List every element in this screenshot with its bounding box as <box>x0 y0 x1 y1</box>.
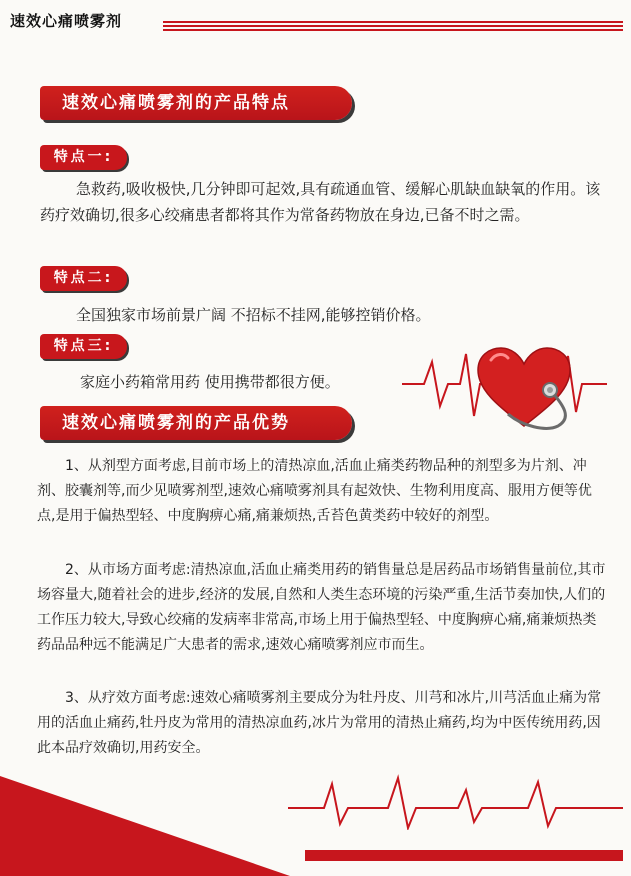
feature-text-2: 全国独家市场前景广阔 不招标不挂网,能够控销价格。 <box>76 306 431 324</box>
feature-tag-1: 特点一: <box>40 145 127 170</box>
advantage-paragraph-2: 2、从市场方面考虑:清热凉血,活血止痛类用药的销售量总是居药品市场销售量前位,其市场容量大,随着社会的进步,经济的发展,自然和人类生态环境的污染严重,生活节奏加快,人们的工作压力较大,导致心绞痛的发病率非常高,市场上用于偏热型轻、中度胸痹心痛,痛兼烦热类药品品种远不能满足广大患者的需求,速效心痛喷雾剂应市而生。 <box>37 562 606 653</box>
heart-stethoscope-icon <box>402 334 607 434</box>
feature-text-3: 家庭小药箱常用药 使用携带都很方便。 <box>80 373 340 391</box>
page-header-title: 速效心痛喷雾剂 <box>10 12 123 30</box>
bottom-bar <box>305 850 623 861</box>
advantage-paragraph-3: 3、从疗效方面考虑:速效心痛喷雾剂主要成分为牡丹皮、川芎和冰片,川芎活血止痛为常用的活血止痛药,牡丹皮为常用的清热凉血药,冰片为常用的清热止痛药,均为中医传统用药,因此本品疗效确切,用药安全。 <box>37 690 602 756</box>
advantage-paragraph-1: 1、从剂型方面考虑,目前市场上的清热凉血,活血止痛类药物品种的剂型多为片剂、冲剂、胶囊剂等,而少见喷雾剂型,速效心痛喷雾剂具有起效快、生物利用度高、服用方便等优点,是用于偏热型轻、中度胸痹心痛,痛兼烦热,舌苔色黄类药中较好的剂型。 <box>37 458 592 524</box>
corner-decoration <box>0 776 290 876</box>
header-stripes <box>163 21 623 35</box>
heartbeat-line-icon <box>288 770 623 830</box>
feature-tag-2: 特点二: <box>40 266 127 291</box>
feature-tag-3: 特点三: <box>40 334 127 359</box>
section-features-banner: 速效心痛喷雾剂的产品特点 <box>40 86 352 120</box>
feature-text-1: 急救药,吸收极快,几分钟即可起效,具有疏通血管、缓解心肌缺血缺氧的作用。该药疗效确切,很多心绞痛患者都将其作为常备药物放在身边,已备不时之需。 <box>40 180 601 224</box>
section-advantages-banner: 速效心痛喷雾剂的产品优势 <box>40 406 352 440</box>
